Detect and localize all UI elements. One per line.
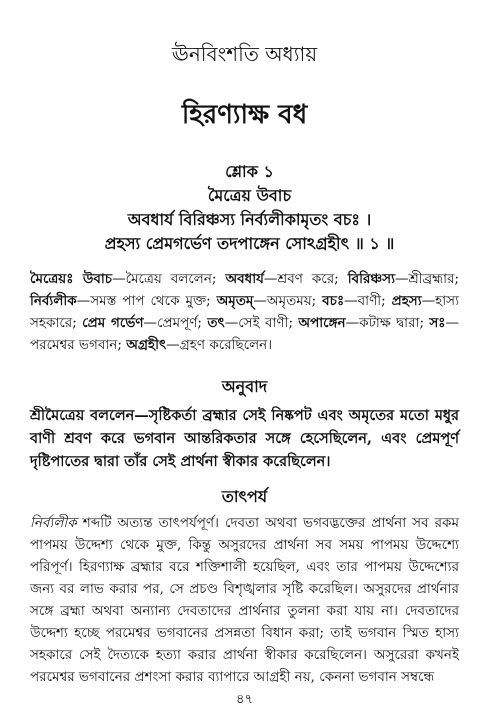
synonym-word: নির্ব্যলীক — [30, 293, 77, 309]
verse-line-1: অবধার্য বিরিঞ্চস্য নির্ব্যলীকামৃতং বচঃ । — [127, 210, 372, 229]
chapter-title: হিরণ্যাক্ষ বধ — [181, 100, 308, 130]
synonym-word: প্রেম গর্ভেণ — [82, 315, 144, 331]
synonym-word: প্রহস্য — [391, 293, 422, 309]
purport-heading: তাৎপর্য — [221, 487, 268, 506]
synonym-meaning: হাস্য সহকারে; — [30, 293, 459, 331]
verse-label: শ্লোক ১ — [225, 162, 274, 181]
synonym-word: বচঃ — [322, 293, 345, 309]
synonym-meaning: পরমেশ্বর ভগবান; — [30, 337, 122, 353]
purport-lead-word: নির্ব্যলীক — [30, 515, 77, 531]
chapter-heading: ঊনবিংশতি অধ্যায় — [171, 42, 318, 66]
translation-paragraph: শ্রীমৈত্রেয় বললেন—সৃষ্টিকর্তা ব্রহ্মার সেই নিষ্কপট এবং অমৃতের মতো মধুর বাণী শ্রবণ করে ভগবান আন্তরিকতার সঙ্গে হেসেছিলেন, এবং প্রেমপূর্ণ দৃষ্টিপাতের দ্বারা তাঁর সেই প্রার্থনা স্বীকার করেছিলেন। — [30, 407, 459, 470]
synonym-meaning: শ্রীব্রহ্মার; — [408, 271, 460, 287]
synonym-word: অপাঙ্গেন — [298, 315, 346, 331]
synonym-meaning: কটাক্ষ দ্বারা; — [359, 315, 424, 331]
verse-line-2: প্রহস্য প্রেমগর্ভেণ তদপাঙ্গেন সোঽগ্রহীৎ ॥ ১ ॥ — [104, 234, 395, 253]
synonyms-paragraph: মৈত্রেয়ঃ উবাচ—মৈত্রেয় বললেন; অবধার্য—শ্রবণ করে; বিরিঞ্চস্য—শ্রীব্রহ্মার; নির্ব্যলীক—সমস্ত পাপ থেকে মুক্ত; অমৃতম্—অমৃতময়; বচঃ—বাণী; প্রহস্য—হাস্য সহকারে; প্রেম গর্ভেণ—প্রেমপূর্ণ; তৎ—সেই বাণী; অপাঙ্গেন—কটাক্ষ দ্বারা; সঃ—পরমেশ্বর ভগবান; অগ্রহীৎ—গ্রহণ করেছিলেন। — [30, 271, 460, 353]
verse-speaker: মৈত্রেয় উবাচ — [207, 186, 292, 205]
synonym-word: তৎ — [207, 315, 225, 331]
translation-heading: অনুবাদ — [221, 377, 268, 396]
synonym-word: বিরিঞ্চস্য — [347, 271, 395, 287]
synonym-word: সঃ — [429, 315, 446, 331]
synonym-meaning: সেই বাণী; — [238, 315, 294, 331]
purport-paragraph — [30, 512, 459, 688]
synonym-meaning: অমৃতময়; — [266, 293, 317, 309]
synonym-meaning: সমস্ত পাপ থেকে মুক্ত; — [90, 293, 211, 309]
page-number: ৪৭ — [236, 692, 253, 707]
verse-block — [40, 160, 459, 256]
synonym-word: অবধার্য — [225, 271, 264, 287]
synonym-word: অগ্রহীৎ — [126, 337, 167, 353]
synonym-meaning: গ্রহণ করেছিলেন। — [179, 337, 273, 353]
synonym-meaning: শ্রবণ করে; — [277, 271, 339, 287]
purport-body: শব্দটি অত্যন্ত তাৎপর্যপূর্ণ। দেবতা অথবা ভগবদ্ভক্তের প্রার্থনা সব রকম পাপময় উদ্দেশ্য থেকে মুক্ত, কিন্তু অসুরদের প্রার্থনা সব সময় পাপময় উদ্দেশ্যে পরিপূর্ণ। হিরণ্যাক্ষ ব্রহ্মার বরে শক্তিশালী হয়েছিল, এবং তার পাপময় উদ্দেশ্যের জন্য বর লাভ করার পর, সে প্রচণ্ড বিশৃঙ্খলার সৃষ্টি করেছিল। অসুরদের প্রার্থনার সঙ্গে ব্রহ্মা অথবা অন্যান্য দেবতাদের প্রার্থনার তুলনা করা যায় না। দেবতাদের উদ্দেশ্য হচ্ছে পরমেশ্বর ভগবানের প্রসন্নতা বিধান করা; তাই ভগবান স্মিত হাস্য সহকারে সেই দৈত্যকে হত্যা করার প্রার্থনা স্বীকার করেছিলেন। অসুরেরা কখনই পরমেশ্বর ভগবানের প্রশংসা করার ব্যাপারে আগ্রহী নয়, কেননা ভগবান সম্বন্ধে — [30, 515, 459, 685]
synonym-word: মৈত্রেয়ঃ উবাচ — [30, 271, 113, 287]
synonym-word: অমৃতম্ — [216, 293, 254, 309]
synonym-meaning: বাণী; — [357, 293, 386, 309]
synonym-meaning: প্রেমপূর্ণ; — [157, 315, 202, 331]
synonym-meaning: মৈত্রেয় বললেন; — [125, 271, 217, 287]
